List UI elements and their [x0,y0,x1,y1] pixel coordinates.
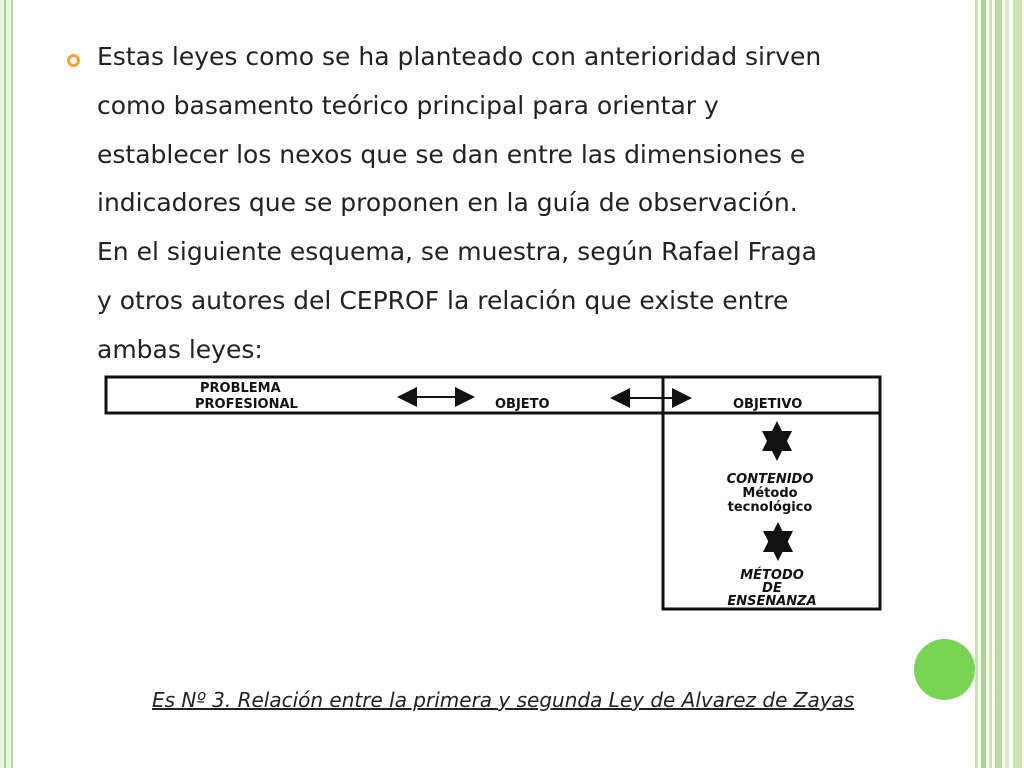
metodo-ens-label-2: DE [762,581,782,596]
objetivo-label: OBJETIVO [733,397,803,412]
paragraph-line: Estas leyes como se ha planteado con anterioridad sirven [97,42,822,71]
right-stripe-decoration [975,0,1024,768]
left-border-decoration [0,0,13,768]
body-paragraph [97,33,977,375]
problema-label-2: PROFESIONAL [195,397,298,412]
objetivo-column-box [663,413,880,609]
top-row-box [106,377,880,413]
bullet-icon [67,54,80,67]
contenido-label: CONTENIDO [726,472,814,487]
paragraph-line: En el siguiente esquema, se muestra, según Rafael Fraga [97,237,817,267]
paragraph-line: como basamento teórico principal para orientar y [97,90,719,120]
paragraph-line: y otros autores del CEPROF la relación que existe entre [97,285,789,315]
figure-caption: Es Nº 3. Relación entre la primera y segunda Ley de Alvarez de Zayas [152,688,855,712]
paragraph-line: ambas leyes: [97,334,263,364]
paragraph-line: establecer los nexos que se dan entre las dimensiones e [97,139,806,169]
metodo-tec-label-2: tecnológico [727,500,813,515]
metodo-tec-label-1: Método [742,486,798,501]
problema-label-1: PROBLEMA [200,381,281,396]
metodo-ens-label-1: MÉTODO [740,568,804,583]
paragraph-line: indicadores que se proponen en la guía de observación. [97,188,798,218]
objeto-label: OBJETO [495,397,550,412]
metodo-ens-label-3: ENSENANZA [727,594,817,609]
